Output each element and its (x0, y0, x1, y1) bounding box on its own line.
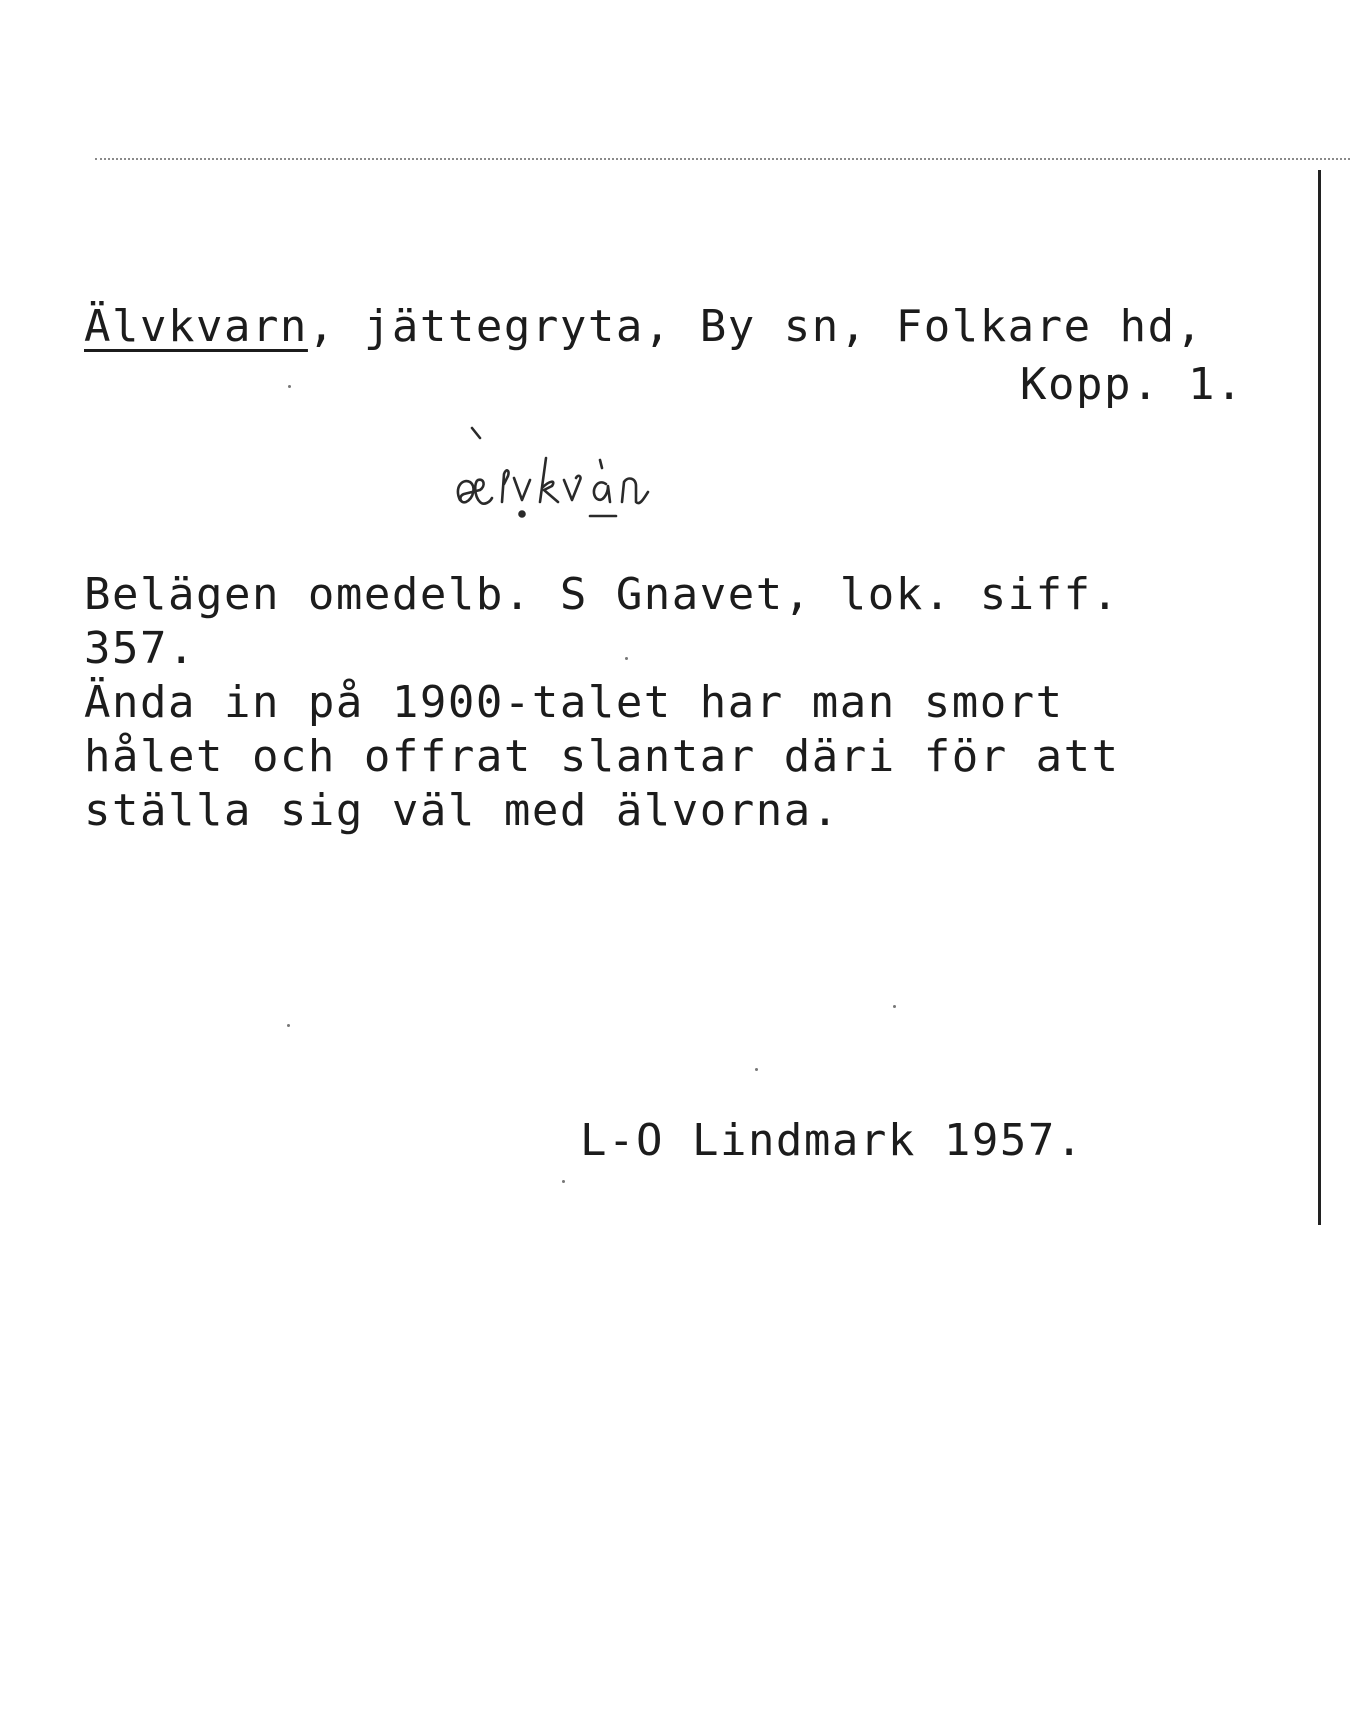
card-right-edge (1318, 170, 1321, 1225)
paper-speck (755, 1068, 758, 1071)
paper-speck (625, 657, 628, 660)
heading-description: , jättegryta, By sn, Folkare hd, (307, 301, 1204, 352)
card-top-edge (95, 158, 1350, 160)
paper-speck (288, 385, 291, 388)
entry-heading-line (84, 300, 1204, 354)
paper-speck (287, 1024, 290, 1027)
handwritten-pronunciation-drawing (450, 418, 790, 528)
handwritten-pronunciation (450, 418, 790, 528)
paper-speck (893, 1005, 896, 1008)
parish-reference: Kopp. 1. (1020, 359, 1244, 410)
paper-speck (562, 1180, 565, 1183)
signature-line: L-O Lindmark 1957. (580, 1115, 1084, 1166)
card-body-text: Belägen omedelb. S Gnavet, lok. siff. 357. Ända in på 1900-talet har man smort hålet och offrat slantar däri för att ställa sig väl med älvorna. (84, 569, 1120, 836)
headword: Älvkvarn (84, 301, 308, 352)
